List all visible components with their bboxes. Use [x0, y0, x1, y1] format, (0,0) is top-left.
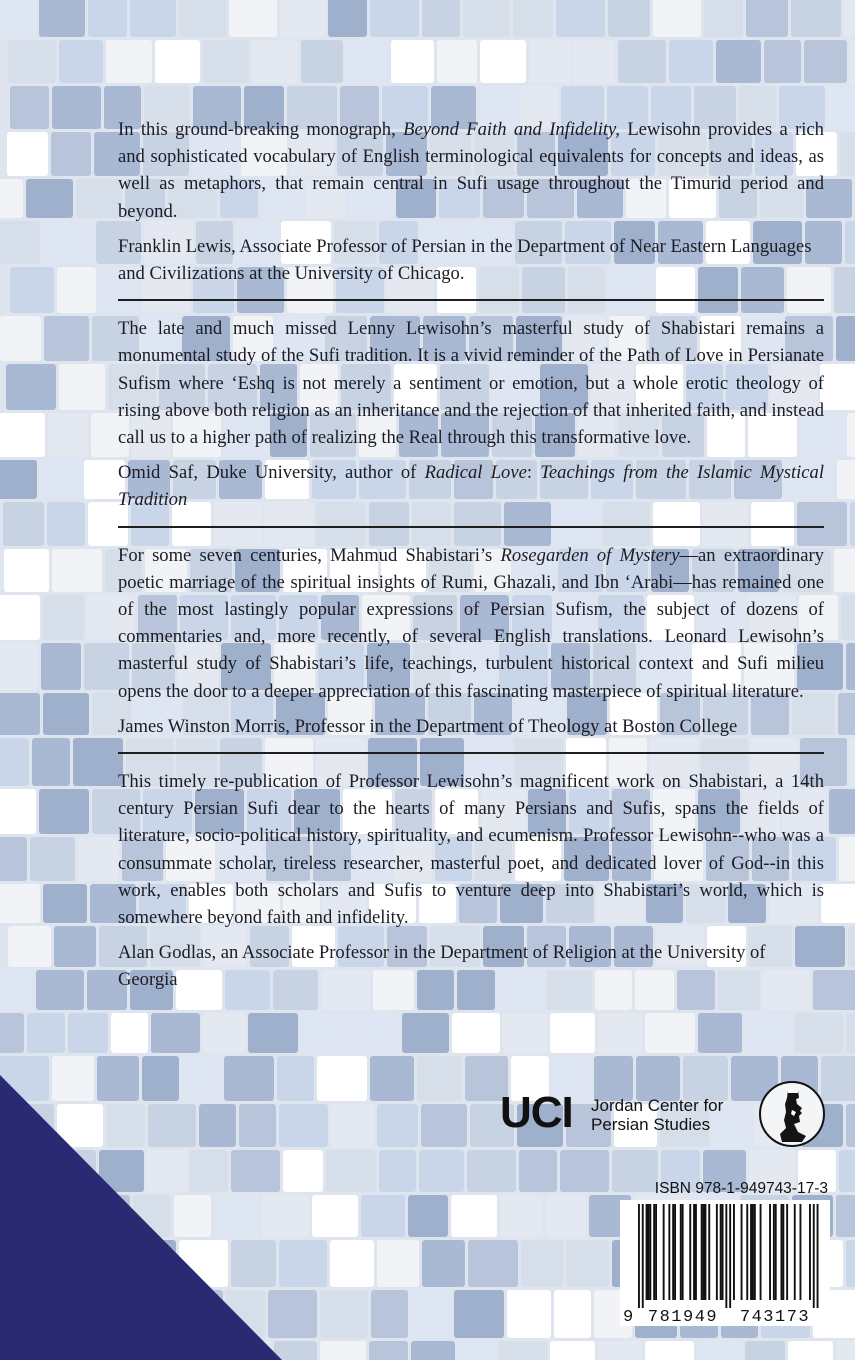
- blurb-text-part: In this ground-breaking monograph,: [118, 119, 404, 140]
- attribution-part: :: [526, 462, 541, 484]
- blurb-text: The late and much missed Lenny Lewisohn’s masterful study of Shabistari remains a monumental study of the Sufi tradition. It is a vivid reminder of the Path of Love in Persianate Sufism where ‘Eshq is not merely a sentiment or emotion, but a whole erotic theology of rising above both religion as an inheritance and the rejection of that inherited faith, and instead call us to a higher path of realizing the Real through this transformative love.: [118, 318, 824, 449]
- barcode-bar: [750, 1204, 752, 1300]
- barcode-bar: [695, 1204, 697, 1300]
- blurb-attribution: James Winston Morris, Professor in the Department of Theology at Boston College: [118, 715, 738, 737]
- barcode-bar: [773, 1204, 775, 1300]
- jordan-center-line1: Jordan Center for: [591, 1096, 724, 1115]
- barcode-bar: [800, 1204, 802, 1300]
- barcode-right-digits: 743173: [739, 1308, 811, 1326]
- barcode-bar: [705, 1204, 707, 1300]
- barcode-bar: [782, 1204, 784, 1300]
- book-title-italic: Rosegarden of Mystery: [500, 544, 680, 566]
- blurb-safi: [118, 315, 824, 513]
- barcode-bar: [817, 1204, 819, 1308]
- barcode-bar: [672, 1204, 674, 1300]
- isbn-barcode: [620, 1200, 830, 1326]
- barcode-bar: [733, 1204, 735, 1300]
- section-divider: [118, 299, 824, 301]
- barcode-bar: [775, 1204, 777, 1300]
- barcode-bar: [722, 1204, 724, 1300]
- blurb-attribution: Alan Godlas, an Associate Professor in the Department of Religion at the University of Georgia: [118, 942, 766, 991]
- barcode-bar: [689, 1204, 691, 1300]
- blurb-text: [118, 116, 824, 225]
- jordan-center-line2: Persian Studies: [591, 1115, 711, 1134]
- barcode-bar: [754, 1204, 756, 1300]
- publisher-logo: [500, 1080, 832, 1150]
- barcode-bar: [809, 1204, 811, 1300]
- barcode-bar: [725, 1204, 727, 1308]
- barcode-bar: [760, 1204, 762, 1300]
- barcode-bar: [682, 1204, 684, 1300]
- corner-triangle-shape: [0, 1075, 282, 1360]
- barcode-bar: [693, 1204, 695, 1300]
- barcode-bar: [703, 1204, 705, 1300]
- barcode-bar: [668, 1204, 670, 1300]
- blurb-text: [118, 542, 824, 705]
- book-title-italic: Radical Love: [424, 462, 527, 484]
- barcode-bar: [716, 1204, 718, 1300]
- blurb-attribution: Franklin Lewis, Associate Professor of Persian in the Department of Near Eastern Languages and Civilizations at the University of Chicago.: [118, 235, 812, 285]
- barcode-bar: [663, 1204, 665, 1300]
- barcode-bar: [741, 1204, 743, 1300]
- barcode-first-digit: 9: [623, 1308, 634, 1326]
- blurb-godlas: [118, 768, 824, 994]
- endorsements-column: [118, 116, 824, 994]
- barcode-bar: [720, 1204, 722, 1300]
- barcode-bar: [813, 1204, 815, 1308]
- persian-king-profile-emblem-icon: [758, 1080, 826, 1148]
- barcode-bars: [638, 1204, 819, 1308]
- barcode-bar: [649, 1204, 651, 1300]
- blurb-attribution: [118, 459, 824, 513]
- barcode-bar: [769, 1204, 771, 1300]
- barcode-bar: [655, 1204, 657, 1300]
- blurb-text-part: Lewisohn provides a rich and sophisticated vocabulary of English terminological equivalents for concepts and ideas, as well as metaphors, that remain central in Sufi usage throughout the Timurid period and beyond.: [118, 119, 824, 222]
- barcode-bar: [648, 1204, 650, 1300]
- barcode-bar: [708, 1204, 710, 1300]
- blurb-text: This timely re-publication of Professor Lewisohn’s magnificent work on Shabistari, a 14th century Persian Sufi dear to the hearts of many Persians and Sufis, spans the fields of literature, socio-political history, spirituality, and ecumenism. Professor Lewisohn--who was a consummate scholar, tireless researcher, masterful poet, and dedicated lover of God--in this work, enables both scholars and Sufis to venture deep into Shabistari’s world, which is somewhere beyond faith and infidelity.: [118, 771, 824, 929]
- blurb-morris: [118, 542, 824, 740]
- barcode-bar: [674, 1204, 676, 1300]
- barcode-bar: [729, 1204, 731, 1308]
- jordan-center-name: [591, 1096, 723, 1134]
- blurb-lewis: [118, 116, 824, 287]
- barcode-bar: [680, 1204, 682, 1300]
- section-divider: [118, 752, 824, 754]
- barcode-left-digits: 781949: [647, 1308, 719, 1326]
- blurb-text-part: —an extraordinary poetic marriage of the spiritual insights of Rumi, Ghazali, and Ibn ‘Arabi—has remained one of the most lastingly popular expressions of Persian Sufism, the subject of dozens of commentaries and, more recently, of several English translations. Leonard Lewisohn’s masterful study of Shabistari’s life, teachings, turbulent historical context and Sufi milieu opens the door to a deeper appreciation of this fascinating masterpiece of spiritual literature.: [118, 544, 824, 702]
- barcode-bar: [638, 1204, 640, 1308]
- blurb-text-part: For some seven centuries, Mahmud Shabistari’s: [118, 544, 501, 566]
- barcode-bar: [746, 1204, 748, 1300]
- barcode-bar: [786, 1204, 788, 1300]
- barcode-bar: [781, 1204, 783, 1300]
- barcode-bar: [653, 1204, 655, 1300]
- section-divider: [118, 526, 824, 528]
- book-subtitle-italic: Teachings from the Islamic Mystical Tradition: [118, 462, 824, 511]
- book-title-italic: Beyond Faith and Infidelity,: [403, 119, 620, 140]
- attribution-part: Omid Saf, Duke University, author of: [118, 462, 425, 484]
- barcode-bar: [701, 1204, 703, 1300]
- uci-wordmark: UCI: [500, 1088, 573, 1137]
- barcode-bar: [646, 1204, 648, 1300]
- barcode-bar: [794, 1204, 796, 1300]
- barcode-bar: [642, 1204, 644, 1308]
- isbn-label: ISBN 978-1-949743-17-3: [654, 1180, 828, 1197]
- barcode-bar: [752, 1204, 754, 1300]
